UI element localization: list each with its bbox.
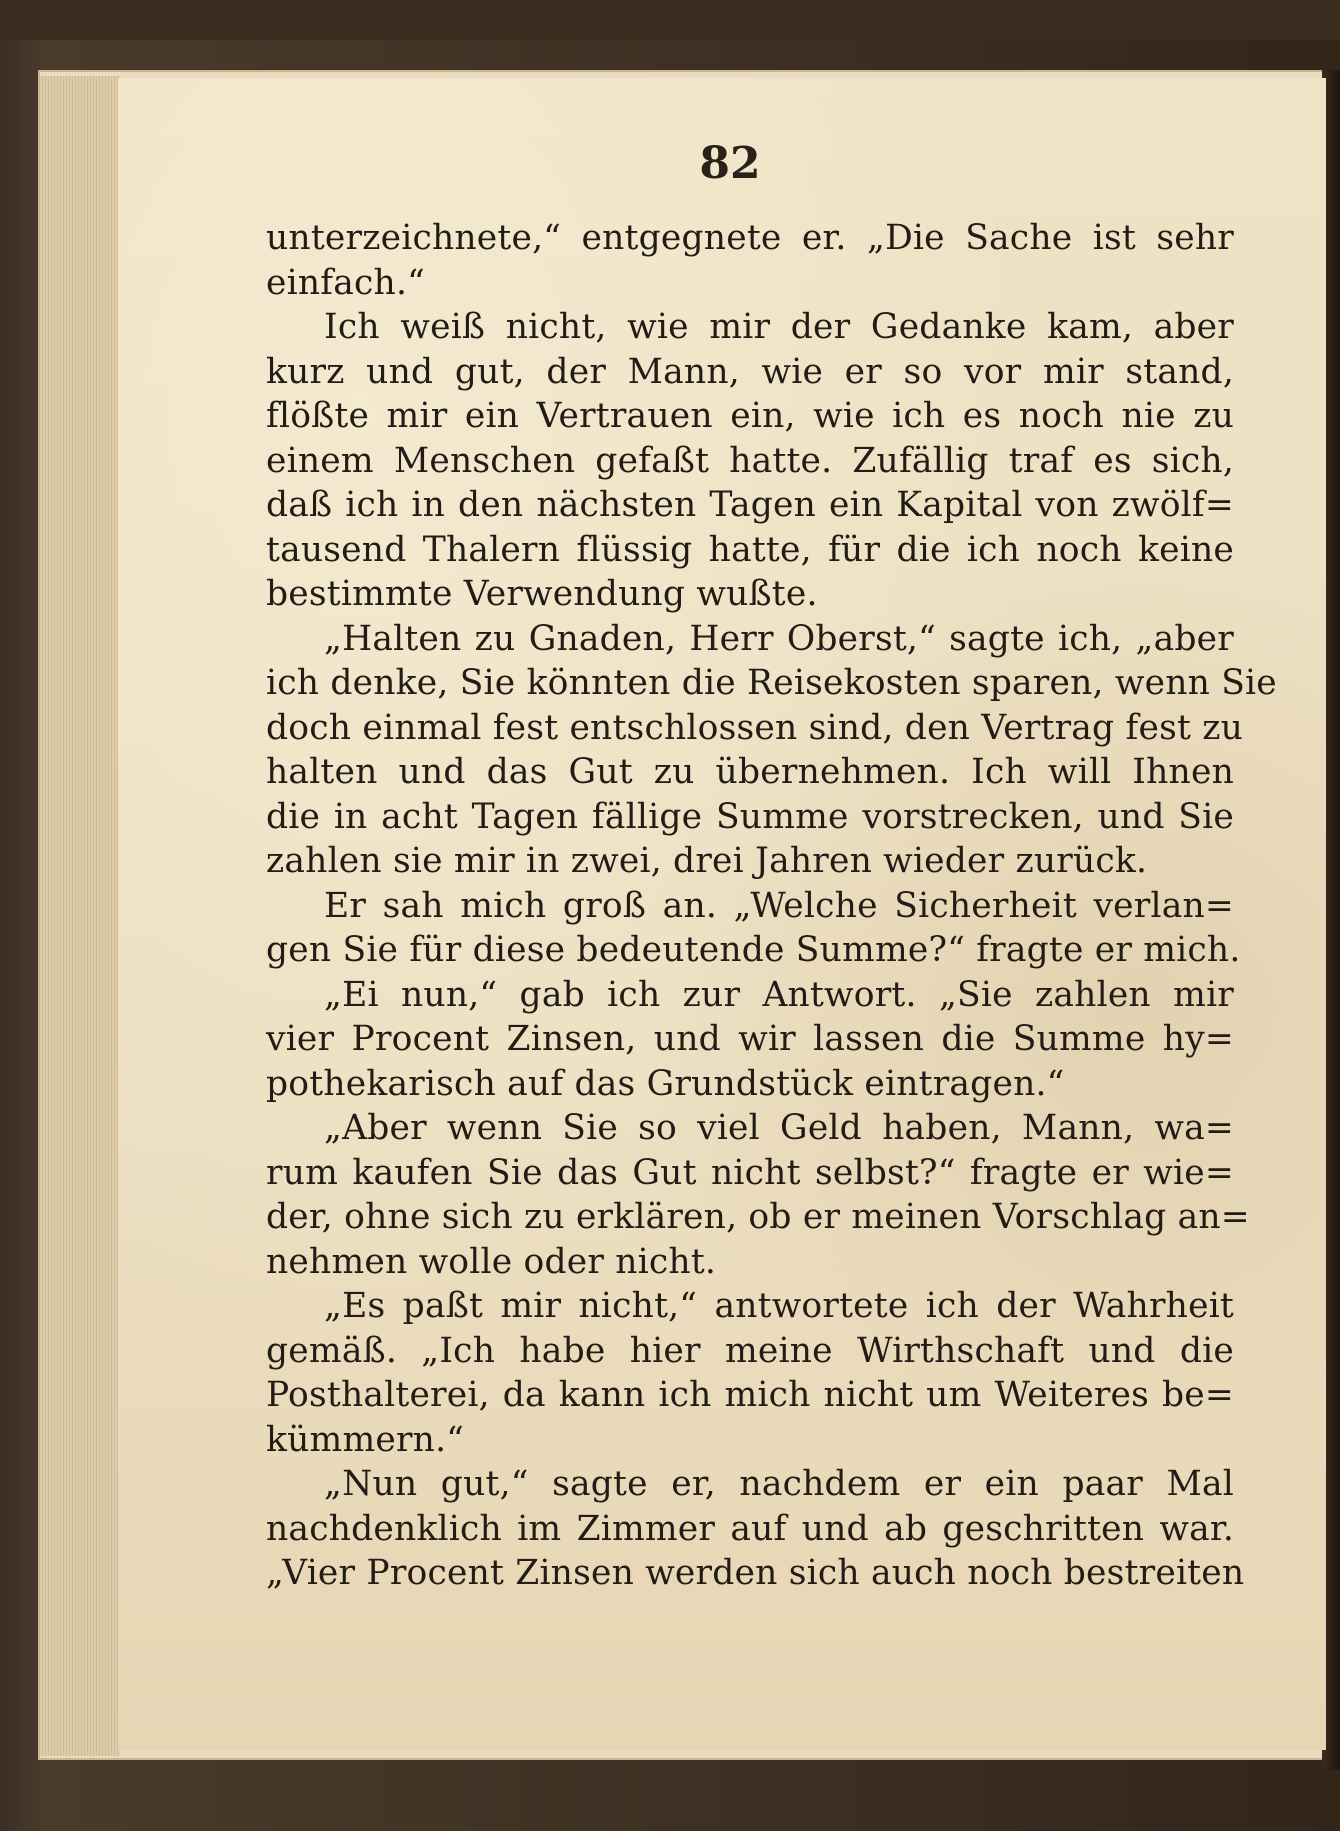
text-line: nachdenklich im Zimmer auf und ab geschritten war. — [266, 1508, 1234, 1549]
text-line: die in acht Tagen fällige Summe vorstrecken, und Sie — [266, 796, 1234, 837]
page-number: 82 — [699, 138, 761, 189]
book-page — [118, 78, 1326, 1750]
text-line: „Nun gut,“ sagte er, nachdem er ein paar Mal — [324, 1464, 1234, 1504]
text-line: der, ohne sich zu erklären, ob er meinen Vorschlag an= — [266, 1197, 1250, 1237]
text-line: „Vier Procent Zinsen werden sich auch noch bestreiten — [266, 1553, 1245, 1593]
text-line: rum kaufen Sie das Gut nicht selbst?“ fragte er wie= — [266, 1152, 1234, 1193]
text-line: zahlen sie mir in zwei, drei Jahren wieder zurück. — [266, 841, 1148, 881]
text-line: bestimmte Verwendung wußte. — [266, 574, 818, 614]
text-line: pothekarisch auf das Grundstück eintragen.“ — [266, 1063, 1065, 1104]
text-line: halten und das Gut zu übernehmen. Ich will Ihnen — [266, 752, 1234, 792]
text-line: gen Sie für diese bedeutende Summe?“ fragte er mich. — [266, 930, 1241, 970]
text-line: einem Menschen gefaßt hatte. Zufällig traf es sich, — [266, 440, 1234, 481]
text-line: vier Procent Zinsen, und wir lassen die Summe hy= — [266, 1019, 1234, 1059]
text-line: kurz und gut, der Mann, wie er so vor mir stand, — [266, 351, 1234, 392]
text-line: ich denke, Sie könnten die Reisekosten sparen, wenn Sie — [266, 663, 1277, 703]
text-line: unterzeichnete,“ entgegnete er. „Die Sache ist sehr — [266, 218, 1234, 258]
text-line: kümmern.“ — [266, 1419, 465, 1460]
text-line: Ich weiß nicht, wie mir der Gedanke kam, aber — [324, 307, 1234, 347]
text-line: „Aber wenn Sie so viel Geld haben, Mann, wa= — [324, 1108, 1234, 1148]
text-line: „Es paßt mir nicht,“ antwortete ich der Wahrheit — [324, 1286, 1234, 1326]
text-line: daß ich in den nächsten Tagen ein Kapital von zwölf= — [266, 485, 1234, 525]
text-line: nehmen wolle oder nicht. — [266, 1241, 717, 1282]
text-line: Er sah mich groß an. „Welche Sicherheit verlan= — [324, 885, 1234, 926]
text-line: „Halten zu Gnaden, Herr Oberst,“ sagte ich, „aber — [324, 618, 1234, 659]
text-line: Posthalterei, da kann ich mich nicht um Weiteres be= — [266, 1375, 1234, 1415]
page-edges — [40, 76, 120, 1756]
text-line: gemäß. „Ich habe hier meine Wirthschaft und die — [266, 1330, 1234, 1371]
text-line: einfach.“ — [266, 262, 425, 303]
page-text — [266, 216, 1277, 1596]
text-line: flößte mir ein Vertrauen ein, wie ich es noch nie zu — [266, 396, 1234, 436]
text-line: tausend Thalern flüssig hatte, für die ich noch keine — [266, 529, 1234, 570]
text-line: doch einmal fest entschlossen sind, den Vertrag fest zu — [266, 707, 1244, 748]
text-line: „Ei nun,“ gab ich zur Antwort. „Sie zahlen mir — [324, 974, 1234, 1015]
